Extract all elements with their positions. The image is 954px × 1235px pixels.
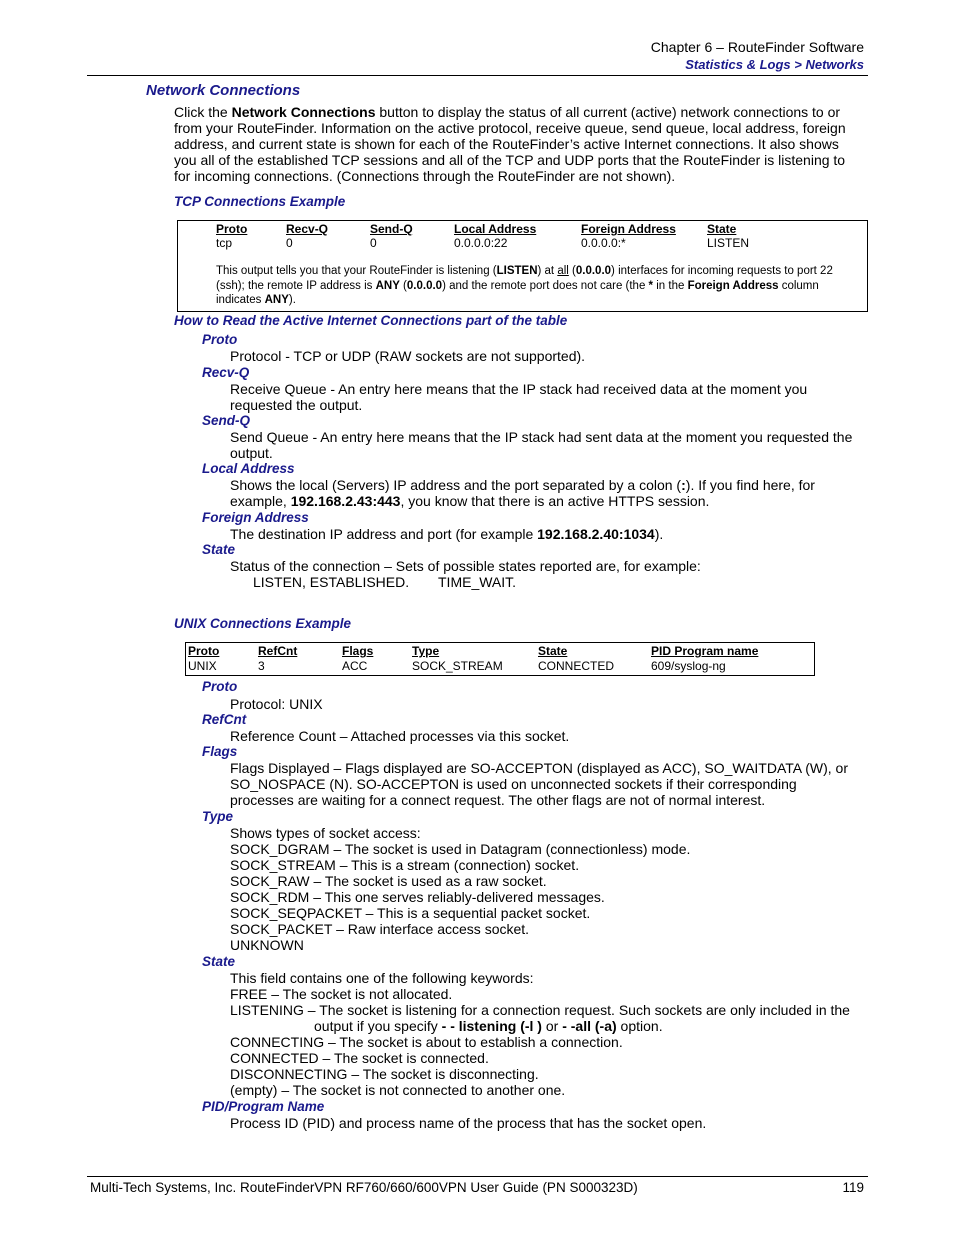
unix-term-pid: PID/Program Name <box>202 1099 325 1114</box>
term-sendq: Send-Q <box>202 413 251 428</box>
tcp-header-sendq: Send-Q <box>370 222 413 236</box>
header-rule <box>87 75 868 76</box>
unix-term-refcnt: RefCnt <box>202 712 247 727</box>
state-line: (empty) – The socket is not connected to another one. <box>230 1082 566 1098</box>
unix-term-proto: Proto <box>202 679 238 694</box>
type-line: UNKNOWN <box>230 937 304 953</box>
footer-text: Multi-Tech Systems, Inc. RouteFinderVPN RF760/660/600VPN User Guide (PN S000323D) <box>90 1180 638 1195</box>
type-line: SOCK_SEQPACKET – This is a sequential packet socket. <box>230 905 591 921</box>
desc-foreign-address: The destination IP address and port (for example 192.168.2.40:1034). <box>230 526 664 542</box>
page-number: 119 <box>842 1180 864 1195</box>
desc-local-address: Shows the local (Servers) IP address and the port separated by a colon (:). If you find here, for example, 192.168.2.43:443, you know that there is an active HTTPS session. <box>230 477 815 509</box>
type-line: SOCK_DGRAM – The socket is used in Datagram (connectionless) mode. <box>230 841 691 857</box>
state-example-1: LISTEN, ESTABLISHED. <box>253 574 410 590</box>
tcp-example-heading: TCP Connections Example <box>174 194 346 209</box>
footer-rule <box>87 1176 868 1177</box>
unix-header-flags: Flags <box>342 644 374 658</box>
unix-header-pid: PID Program name <box>651 644 759 658</box>
unix-header-state: State <box>538 644 568 658</box>
state-line: output if you specify - - listening (-l ) or - -all (-a) option. <box>314 1018 663 1034</box>
type-line: SOCK_RDM – This one serves reliably-delivered messages. <box>230 889 605 905</box>
type-line: SOCK_STREAM – This is a stream (connection) socket. <box>230 857 580 873</box>
unix-example-heading: UNIX Connections Example <box>174 616 352 631</box>
state-line: FREE – The socket is not allocated. <box>230 986 453 1002</box>
tcp-header-proto: Proto <box>216 222 248 236</box>
term-local-address: Local Address <box>202 461 295 476</box>
unix-desc-type <box>230 825 860 953</box>
desc-sendq: Send Queue - An entry here means that the IP stack had sent data at the moment you requested the output. <box>230 429 853 461</box>
desc-recvq: Receive Queue - An entry here means that the IP stack had received data at the moment you requested the output. <box>230 381 808 413</box>
desc-proto: Protocol - TCP or UDP (RAW sockets are not supported). <box>230 348 586 364</box>
tcp-cell-local-address: 0.0.0.0:22 <box>454 236 508 250</box>
chapter-header: Chapter 6 – RouteFinder Software <box>650 39 864 55</box>
tcp-header-foreign-address: Foreign Address <box>581 222 676 236</box>
tcp-cell-state: LISTEN <box>707 236 750 250</box>
state-line: LISTENING – The socket is listening for a connection request. Such sockets are only included in the <box>230 1002 850 1018</box>
term-recvq: Recv-Q <box>202 365 250 380</box>
state-line: CONNECTING – The socket is about to establish a connection. <box>230 1034 623 1050</box>
unix-cell-flags: ACC <box>342 659 368 673</box>
unix-desc-state <box>230 970 860 1098</box>
unix-term-flags: Flags <box>202 744 238 759</box>
unix-header-type: Type <box>412 644 440 658</box>
term-foreign-address: Foreign Address <box>202 510 309 525</box>
tcp-cell-recvq: 0 <box>286 236 293 250</box>
tcp-header-state: State <box>707 222 737 236</box>
tcp-cell-proto: tcp <box>216 236 233 250</box>
tcp-cell-sendq: 0 <box>370 236 377 250</box>
section-breadcrumb: Statistics & Logs > Networks <box>685 57 864 72</box>
unix-desc-flags: Flags Displayed – Flags displayed are SO-ACCEPTON (displayed as ACC), SO_WAITDATA (W), or SO_NOSPACE (N). SO-ACCEPTON is used on unconnected sockets if their corresponding processes are waiting for a connect request. The other flags are not of normal interest. <box>230 760 849 808</box>
unix-cell-refcnt: 3 <box>258 659 265 673</box>
unix-desc-proto: Protocol: UNIX <box>230 696 323 712</box>
unix-cell-type: SOCK_STREAM <box>412 659 503 673</box>
how-to-read-heading: How to Read the Active Internet Connections part of the table <box>174 313 568 328</box>
tcp-header-recvq: Recv-Q <box>286 222 329 236</box>
network-connections-paragraph: Click the Network Connections button to display the status of all current (active) network connections to or from your RouteFinder. Information on the active protocol, receive queue, send queue, local address, foreign address, and current state is shown for each of the RouteFinder’s active Internet connections. It also shows you all of the established TCP sessions and all of the TCP and UDP ports that the RouteFinder is listening to for incoming connections. (Connections through the RouteFinder are not shown). <box>174 104 846 184</box>
unix-term-type: Type <box>202 809 234 824</box>
state-line: This field contains one of the following keywords: <box>230 970 534 986</box>
state-example-2: TIME_WAIT. <box>438 574 517 590</box>
unix-term-state: State <box>202 954 236 969</box>
term-state: State <box>202 542 236 557</box>
unix-desc-refcnt: Reference Count – Attached processes via this socket. <box>230 728 570 744</box>
tcp-cell-foreign-address: 0.0.0.0:* <box>581 236 626 250</box>
type-line: Shows types of socket access: <box>230 825 421 841</box>
tcp-example-note: This output tells you that your RouteFinder is listening (LISTEN) at all (0.0.0.0) interfaces for incoming requests to port 22 (ssh); the remote IP address is ANY (0.0.0.0) and the remote port does not care (the * in the Foreign Address column indicates ANY). <box>216 265 833 306</box>
unix-cell-proto: UNIX <box>188 659 217 673</box>
type-line: SOCK_RAW – The socket is used as a raw socket. <box>230 873 547 889</box>
desc-state: Status of the connection – Sets of possible states reported are, for example: <box>230 558 701 574</box>
state-line: CONNECTED – The socket is connected. <box>230 1050 489 1066</box>
unix-cell-state: CONNECTED <box>538 659 615 673</box>
unix-header-refcnt: RefCnt <box>258 644 298 658</box>
state-line: DISCONNECTING – The socket is disconnecting. <box>230 1066 539 1082</box>
type-line: SOCK_PACKET – Raw interface access socket. <box>230 921 530 937</box>
network-connections-heading: Network Connections <box>146 82 301 99</box>
tcp-header-local-address: Local Address <box>454 222 537 236</box>
unix-desc-pid: Process ID (PID) and process name of the process that has the socket open. <box>230 1115 707 1131</box>
term-proto: Proto <box>202 332 238 347</box>
unix-header-proto: Proto <box>188 644 220 658</box>
unix-cell-pid: 609/syslog-ng <box>651 659 726 673</box>
